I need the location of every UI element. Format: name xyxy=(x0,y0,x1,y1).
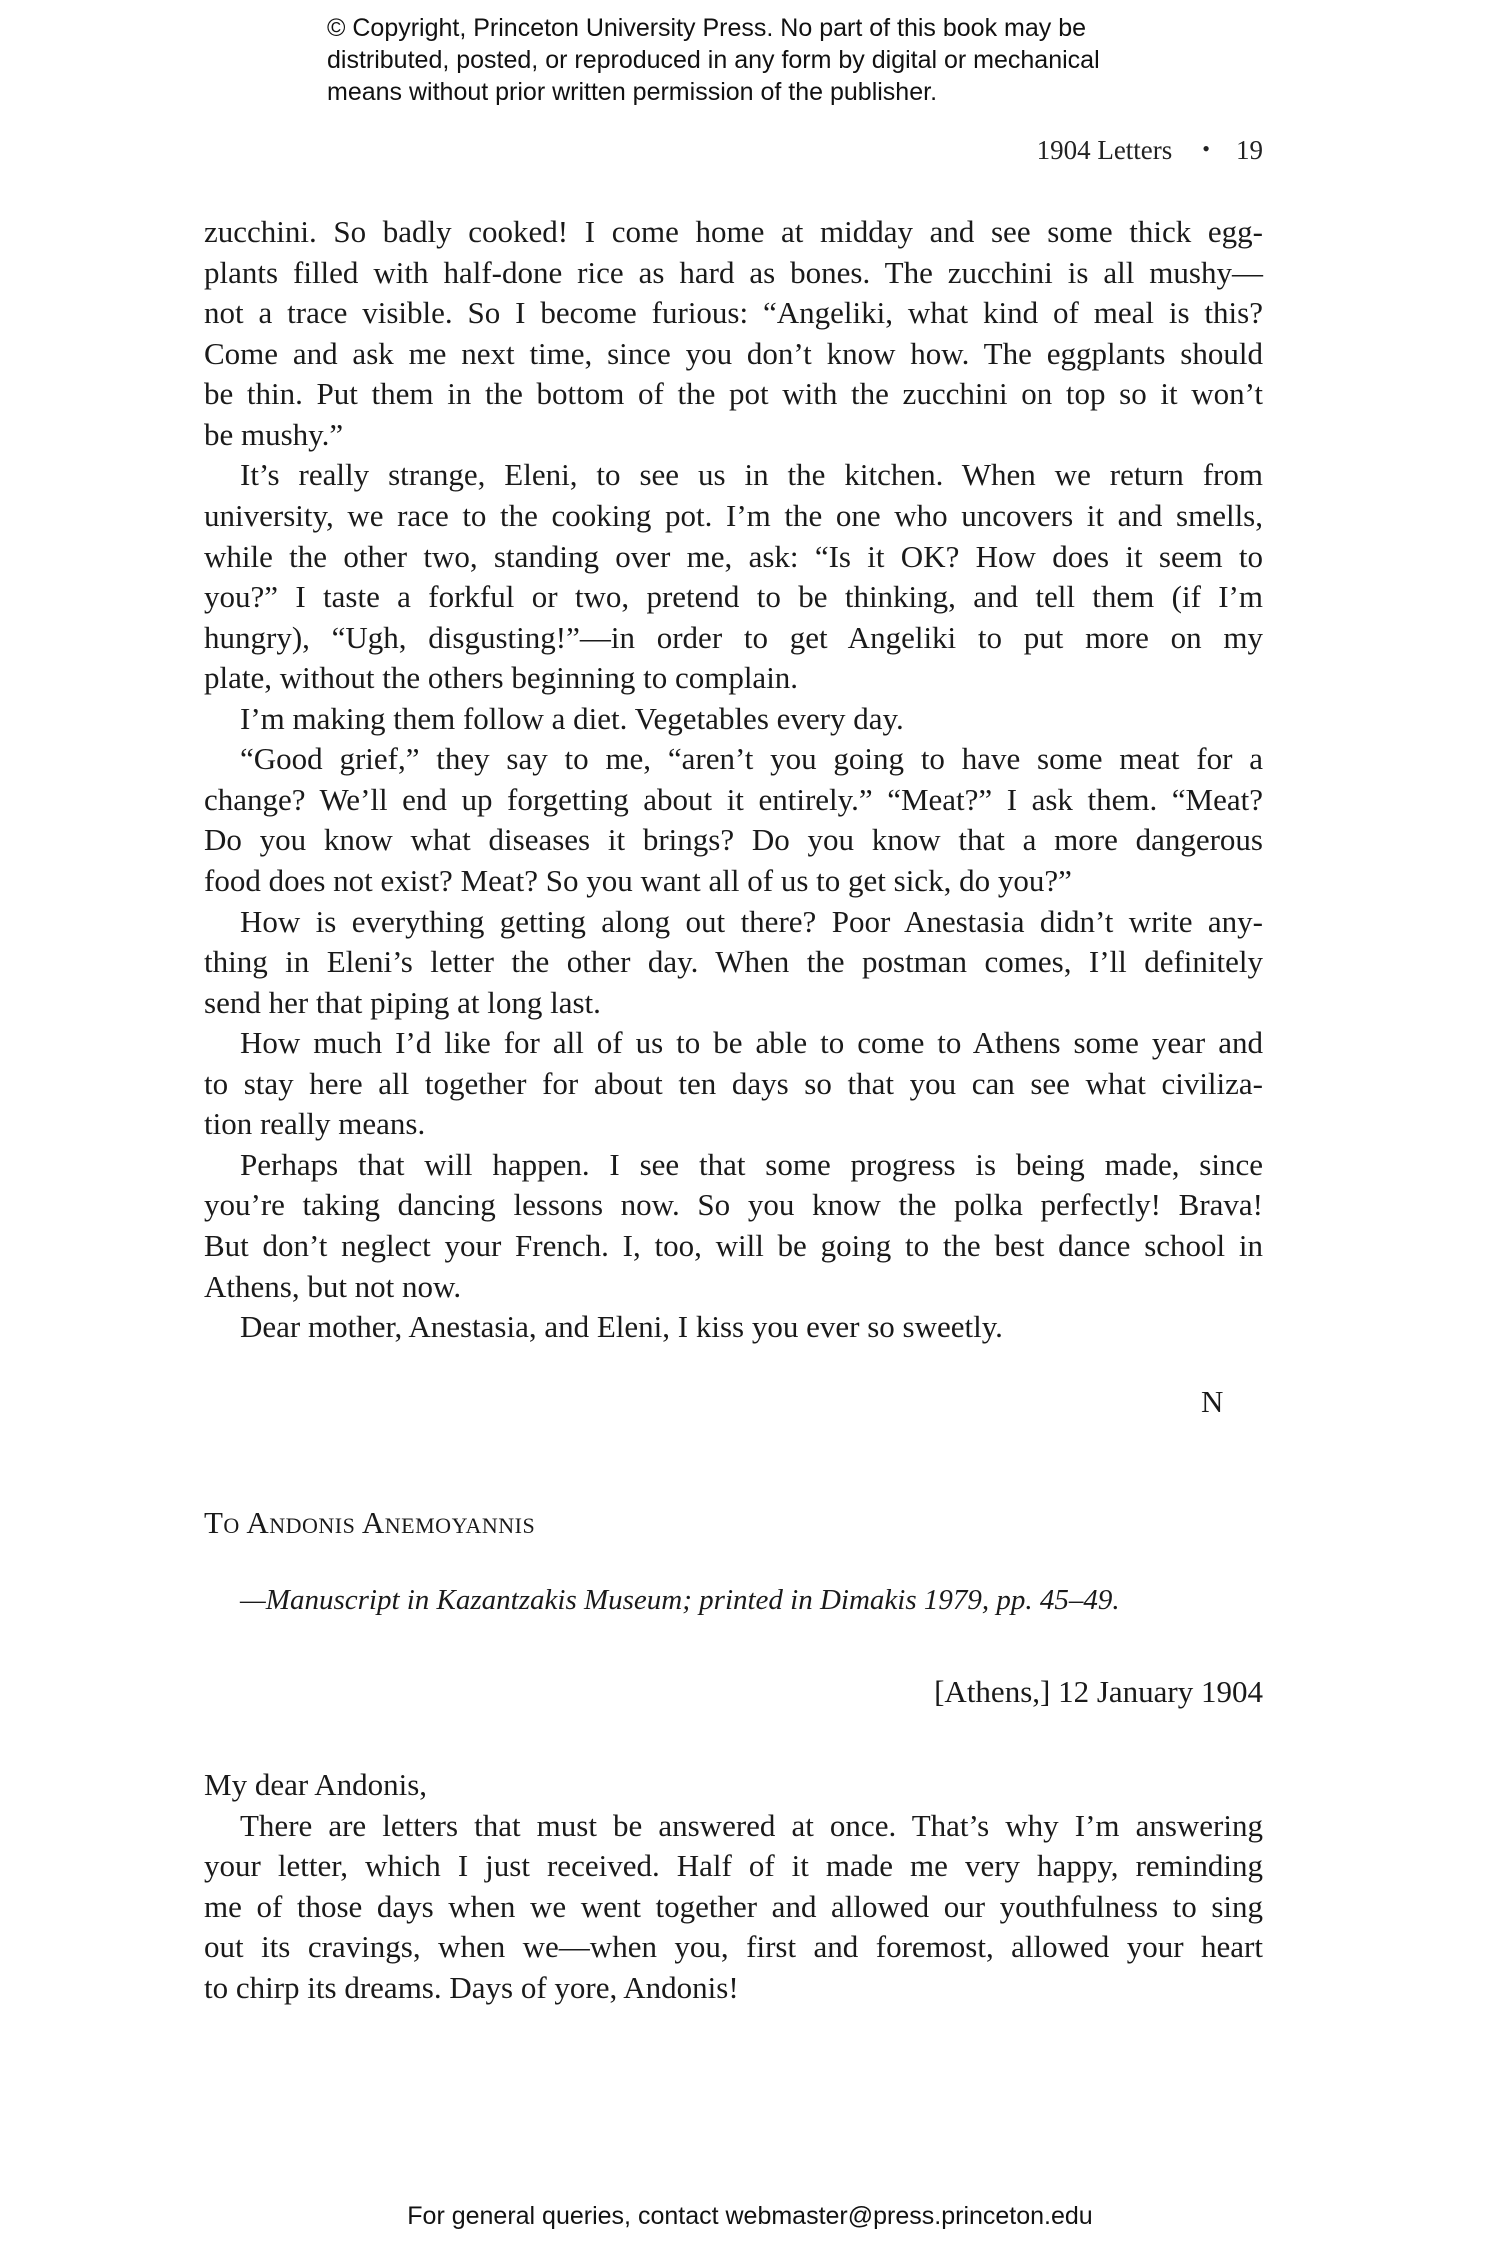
text-line: while the other two, standing over me, ask: “Is it OK? How does it seem to xyxy=(204,538,1263,574)
text-line: zucchini. So badly cooked! I come home at midday and see some thick egg- xyxy=(204,214,1263,249)
source-note: —Manuscript in Kazantzakis Museum; printed in Dimakis 1979, pp. 45–49. xyxy=(240,1584,1120,1616)
text-line: your letter, which I just received. Half of it made me very happy, reminding xyxy=(204,1848,1263,1884)
text-line: I’m making them follow a diet. Vegetables every day. xyxy=(240,700,904,736)
text-line: It’s really strange, Eleni, to see us in the kitchen. When we return from xyxy=(240,457,1263,493)
text-line: food does not exist? Meat? So you want all of us to get sick, do you?” xyxy=(204,863,1072,898)
text-line: plants filled with half-done rice as hard as bones. The zucchini is all mushy— xyxy=(204,254,1263,290)
copyright-line: © Copyright, Princeton University Press. No part of this book may be xyxy=(327,14,1087,42)
text-line: plate, without the others beginning to complain. xyxy=(204,660,799,696)
text-line: There are letters that must be answered at once. That’s why I’m answering xyxy=(240,1807,1263,1843)
text-line: change? We’ll end up forgetting about it entirely.” “Meat?” I ask them. “Meat? xyxy=(204,781,1263,817)
text-line: hungry), “Ugh, disgusting!”—in order to get Angeliki to put more on my xyxy=(204,619,1263,655)
text-line: Do you know what diseases it brings? Do you know that a more dangerous xyxy=(204,822,1263,858)
copyright-line: distributed, posted, or reproduced in any form by digital or mechanical xyxy=(327,46,1100,74)
text-line: send her that piping at long last. xyxy=(204,984,601,1020)
copyright-line: means without prior written permission of the publisher. xyxy=(327,78,938,106)
footer-contact: For general queries, contact webmaster@press.princeton.edu xyxy=(407,2202,1093,2230)
text-line: be thin. Put them in the bottom of the pot with the zucchini on top so it won’t xyxy=(204,376,1263,412)
text-line: to stay here all together for about ten days so that you can see what civiliza- xyxy=(204,1065,1263,1101)
text-line: But don’t neglect your French. I, too, will be going to the best dance school in xyxy=(204,1228,1263,1263)
text-line: How is everything getting along out there? Poor Anestasia didn’t write any- xyxy=(240,903,1263,939)
copyright-notice xyxy=(327,12,1207,108)
signature: N xyxy=(1201,1384,1224,1419)
text-line: me of those days when we went together and allowed our youthfulness to sing xyxy=(204,1888,1263,1924)
salutation: My dear Andonis, xyxy=(204,1767,428,1802)
dateline: [Athens,] 12 January 1904 xyxy=(934,1674,1263,1709)
page-number: 19 xyxy=(1236,135,1263,165)
text-line: tion really means. xyxy=(204,1106,426,1142)
text-line: to chirp its dreams. Days of yore, Andonis! xyxy=(204,1969,739,2005)
letter-heading: To Andonis Anemoyannis xyxy=(204,1505,536,1540)
text-line: not a trace visible. So I become furious: “Angeliki, what kind of meal is this? xyxy=(204,295,1263,331)
text-line: you?” I taste a forkful or two, pretend to be thinking, and tell them (if I’m xyxy=(204,579,1263,614)
running-head xyxy=(1037,135,1263,166)
text-line: university, we race to the cooking pot. I’m the one who uncovers it and smells, xyxy=(204,497,1263,533)
text-line: be mushy.” xyxy=(204,416,344,452)
section-title: 1904 Letters xyxy=(1036,135,1173,165)
text-line: “Good grief,” they say to me, “aren’t you going to have some meat for a xyxy=(240,741,1263,777)
text-line: thing in Eleni’s letter the other day. When the postman comes, I’ll definitely xyxy=(204,944,1263,980)
text-line: Perhaps that will happen. I see that some progress is being made, since xyxy=(240,1146,1263,1182)
text-line: out its cravings, when we—when you, first and foremost, allowed your heart xyxy=(204,1929,1263,1965)
text-line: Athens, but not now. xyxy=(204,1268,462,1304)
bullet-separator-icon: • xyxy=(1202,136,1210,161)
text-line: you’re taking dancing lessons now. So you know the polka perfectly! Brava! xyxy=(204,1187,1263,1223)
text-line: Come and ask me next time, since you don’t know how. The eggplants should xyxy=(204,335,1263,371)
text-line: Dear mother, Anestasia, and Eleni, I kiss you ever so sweetly. xyxy=(240,1309,1003,1345)
text-line: How much I’d like for all of us to be able to come to Athens some year and xyxy=(240,1025,1263,1061)
